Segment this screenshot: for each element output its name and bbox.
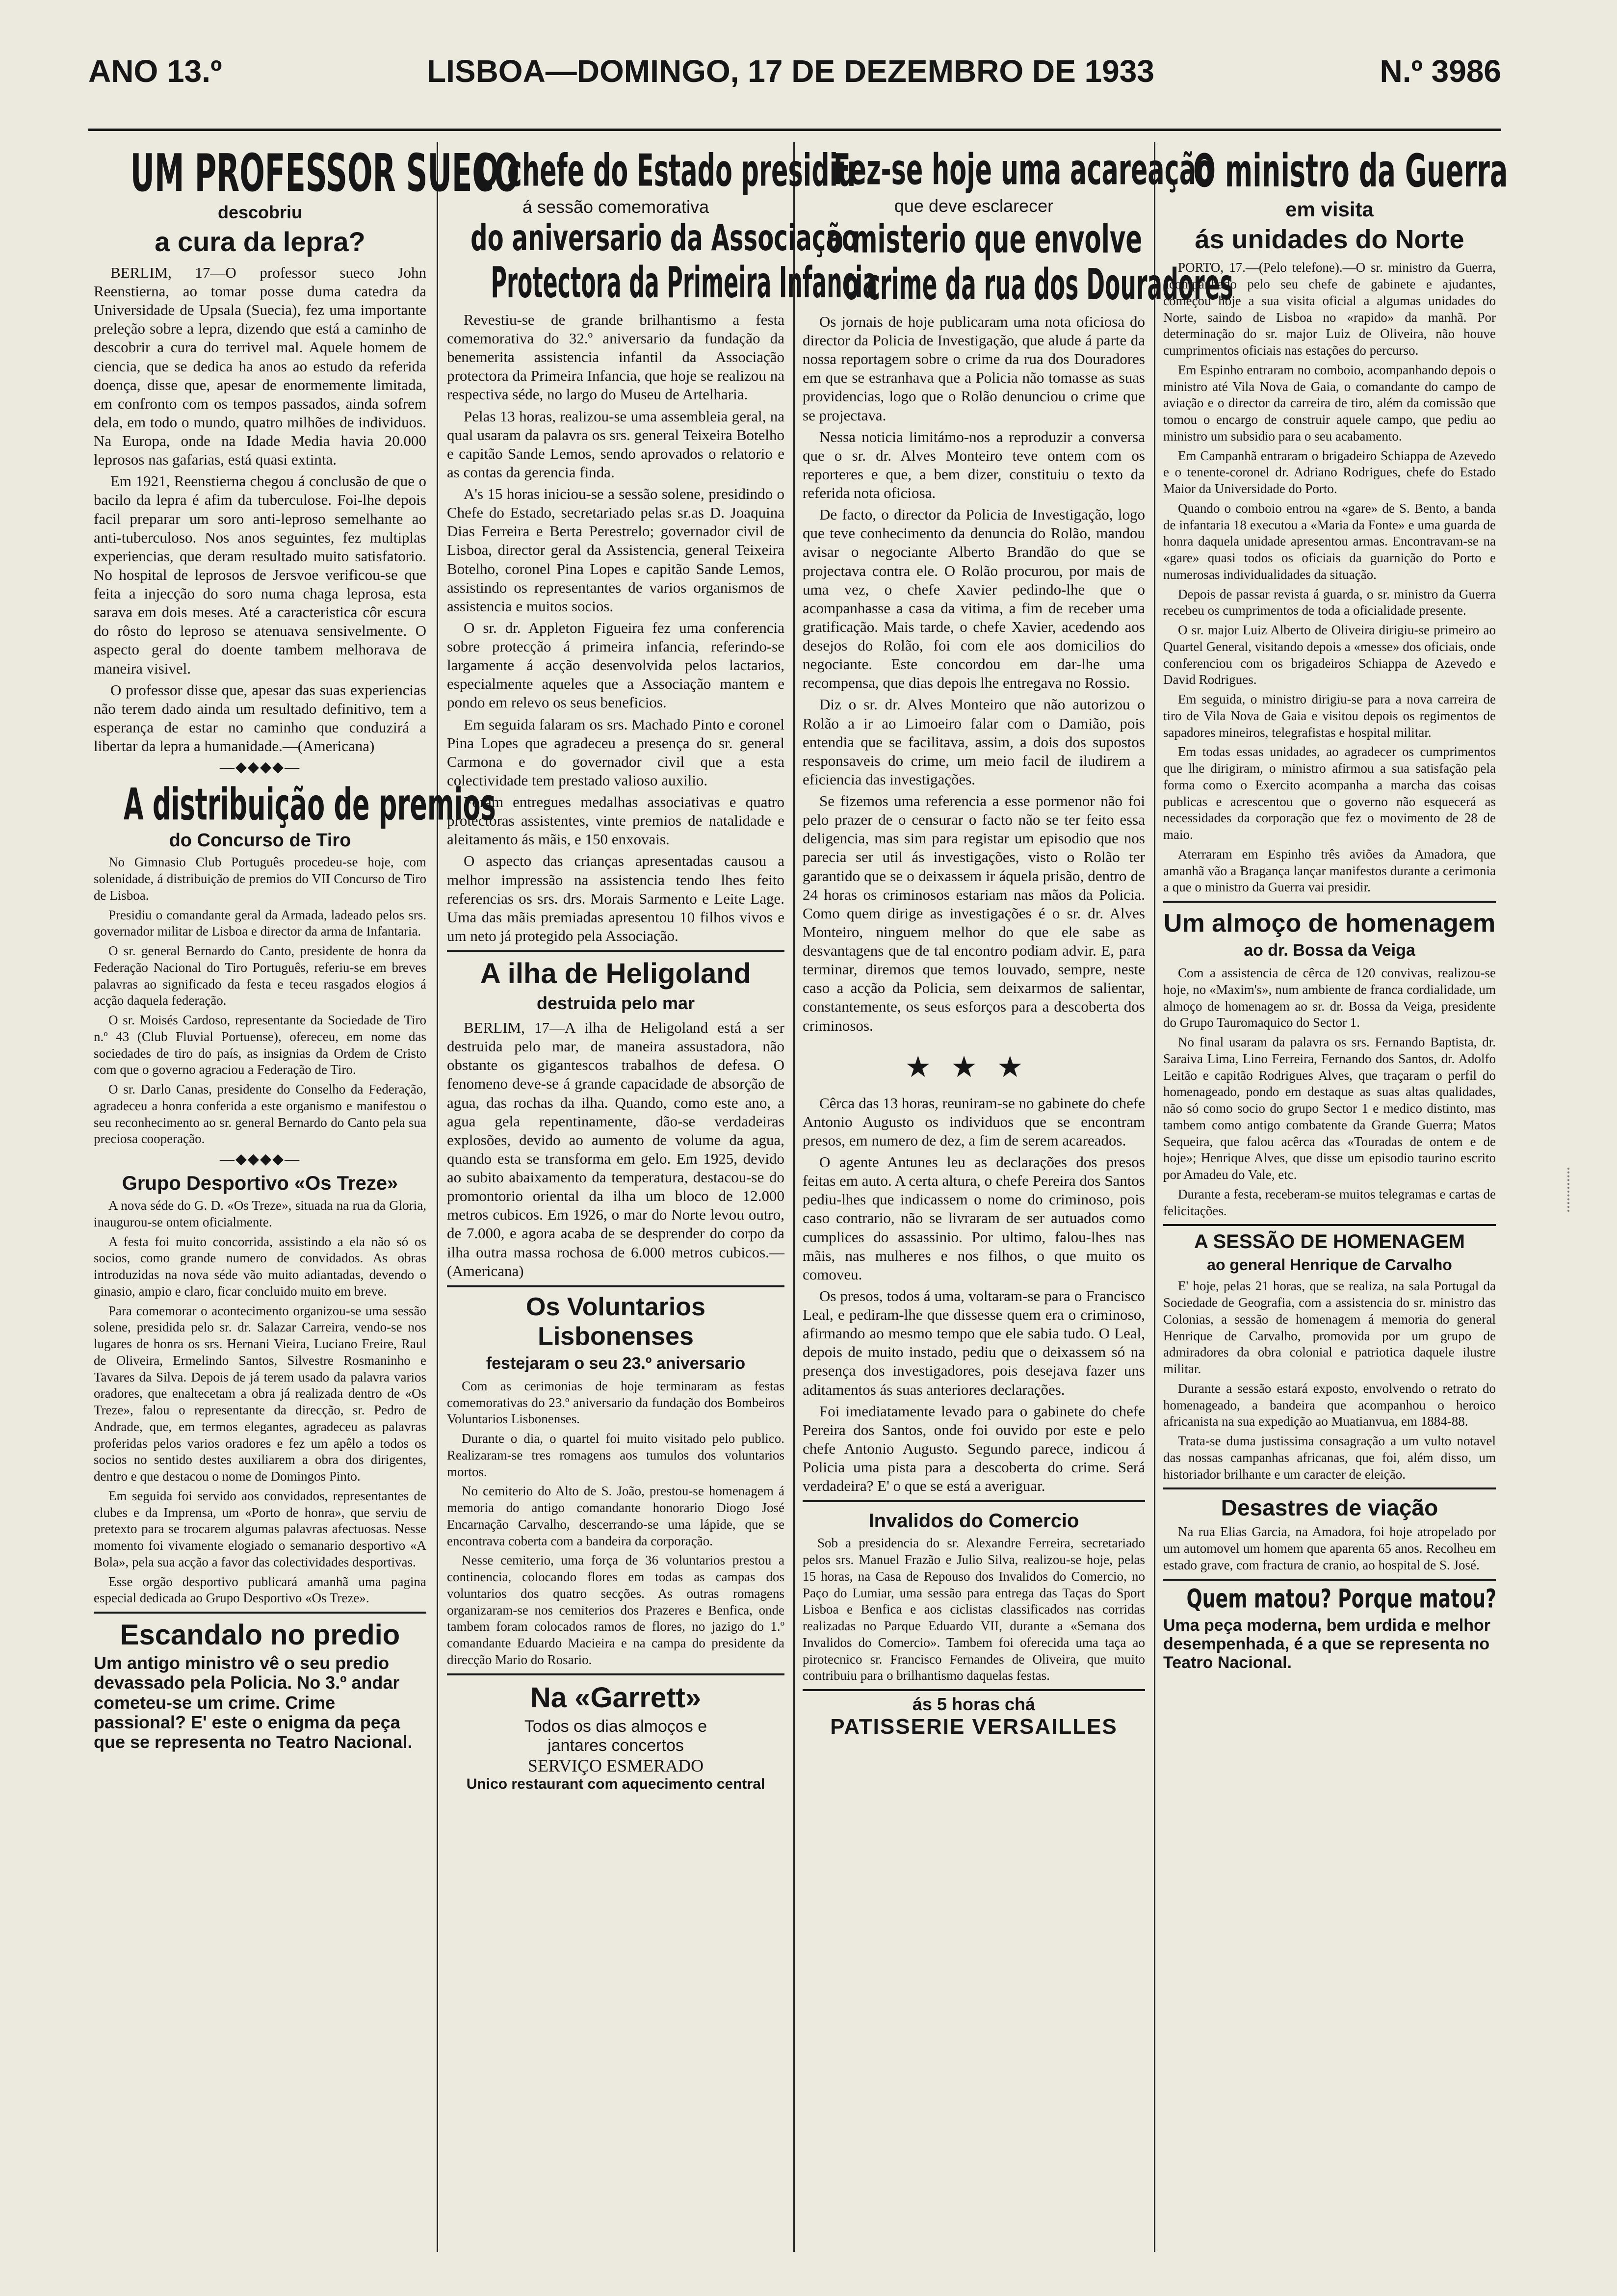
article-paragraph: Foi imediatamente levado para o gabinete do chefe Pereira dos Santos, onde foi ouvido por este e pelo chefe Antonio Augusto. Segundo parece, indicou á Policia uma pista para a descoberta do crime. Será verdadeira? E' o que se está a averiguar. xyxy=(803,1402,1145,1495)
article-paragraph: Para comemorar o acontecimento organizou-se uma sessão solene, presidida pelo sr. dr. Salazar Carreira, vendo-se nos lugares de honra os srs. Hernani Vieira, Luciano Freire, Raul de Oliveira, Ermelindo Santos, Silvestre Rosmaninho e Tavares da Silva. Depois de já terem usado da palavra varios oradores, que enaltecetam a obra já realizada dentro de «Os Treze», falou o representante da direcção, sr. Pedro de Andrade, que, em termos elegantes, agradeceu as palavras proferidas pelos varios oradores e fez um apêlo a todos os socios no sentido destes auxiliarem a obra dos dirigentes, dentro e que destacou o nome de Domingos Pinto. xyxy=(94,1303,426,1484)
subhead-descobriu: descobriu xyxy=(217,202,303,222)
headline-desastres-viacao: Desastres de viação xyxy=(1221,1495,1438,1521)
article-paragraph: Diz o sr. dr. Alves Monteiro que não autorizou o Rolão a ir ao Limoeiro falar com o Damião, pois entendia que se facilitava, assim, a dois dos supostos responsaveis do crime, um meio facil de iludirem a eficiencia das investigações. xyxy=(803,696,1145,788)
column-divider xyxy=(437,142,438,2252)
headline-invalidos-comercio: Invalidos do Comercio xyxy=(868,1510,1079,1532)
subhead-destruida-mar: destruida pelo mar xyxy=(536,993,695,1014)
ad-na-garrett xyxy=(447,1673,784,1793)
column-divider xyxy=(793,142,795,2252)
article-sessao-homenagem xyxy=(1163,1224,1496,1483)
ad-garrett-title: Na «Garrett» xyxy=(530,1681,702,1714)
column-1 xyxy=(91,144,520,2247)
article-paragraph: Em Campanhã entraram o brigadeiro Schiappa de Azevedo e o tenente-coronel dr. Adriano Rodrigues, chefe do Estado Maior da Universidade do Porto. xyxy=(1163,448,1496,496)
headline-protectora-infancia: Protectora da Primeira Infancia xyxy=(491,258,878,308)
article-paragraph: Nessa noticia limitámo-nos a reproduzir a conversa que o sr. dr. Alves Monteiro teve ontem com os reporteres e que, a bem dizer, constituiu o texto da referida nota oficiosa. xyxy=(803,428,1145,502)
subhead-concurso-tiro: do Concurso de Tiro xyxy=(169,830,351,851)
article-paragraph: A's 15 horas iniciou-se a sessão solene, presidindo o Chefe do Estado, secretariado pelas sr.as D. Joaquina Dias Ferreira e Berta Perestrelo; governador civil de Lisboa, director geral da Assistencia, general Teixeira Botelho, coronel Pina Lopes e capitão Sande Lemos, assistindo os representantes de varios organismos de assistencia e muitos socios. xyxy=(447,485,784,615)
ad-quem-matou-title: Quem matou? Porque matou? xyxy=(1186,1583,1497,1614)
ad-quem-matou xyxy=(1163,1579,1496,1672)
star-separator: ★★★ xyxy=(905,1050,1043,1083)
article-paragraph: O sr. major Luiz Alberto de Oliveira dirigiu-se primeiro ao Quartel General, visitando depois a «messe» dos oficiais, onde conferenciou com os brigadeiros Schiappa de Azevedo e David Rodrigues. xyxy=(1163,623,1496,687)
ad-patisserie-line: ás 5 horas chá xyxy=(912,1694,1036,1715)
article-paragraph: O agente Antunes leu as declarações dos presos feitas em auto. A certa altura, o chefe Pereira dos Santos pediu-lhes que indicassem o nome do criminoso, pois caso contrario, não se livraram de ser autuados como cumplices do assassinio. Por ultimo, falou-lhes nas mãis, nas mulheres e nos filhos, o que muito os comoveu. xyxy=(803,1153,1145,1283)
article-paragraph: PORTO, 17.—(Pelo telefone).—O sr. ministro da Guerra, acompanhado pelo seu chefe de gabinete e ajudantes, começou hoje a sua visita oficial a algumas unidades do Norte, saindo de Lisboa no «rapido» da manhã. Por determinação do sr. major Luiz de Oliveira, não houve cumprimentos oficiais nas estações do percurso. xyxy=(1163,260,1496,358)
subhead-henrique-carvalho: ao general Henrique de Carvalho xyxy=(1207,1256,1452,1274)
masthead xyxy=(88,53,1501,98)
headline-aniversario-associacao: do aniversario da Associação xyxy=(470,217,858,260)
article-paragraph: O sr. general Bernardo do Canto, presidente de honra da Federação Nacional do Tiro Português, referiu-se em breves palavras ao significado da festa e teceu rasgados elogios á acção daquela federação. xyxy=(94,943,426,1008)
column-3 xyxy=(800,144,1233,2247)
article-paragraph: Foram entregues medalhas associativas e quatro protectoras assistentes, vinte premios de natalidade e aleitamento ás mãis, e 150 enxovais. xyxy=(447,793,784,848)
article-paragraph: A nova séde do G. D. «Os Treze», situada na rua da Gloria, inaugurou-se ontem oficialmente. xyxy=(94,1198,426,1229)
article-heligoland xyxy=(447,950,784,1280)
headline-crime-douradores: o crime da rua dos Douradores xyxy=(843,260,1233,310)
article-paragraph: No cemiterio do Alto de S. João, prestou-se homenagem á memoria do antigo comandante honorario Diogo José Encarnação Carvalho, descerrando-se uma lápide, que se encontrava coberta com a bandeira da corporação. xyxy=(447,1484,784,1548)
article-paragraph: Os presos, todos á uma, voltaram-se para o Francisco Leal, e pediram-lhe que dissesse quem era o criminoso, afirmando ao mesmo tempo que ele sabia tudo. O Leal, depois de muito instado, pediu que o deixassem só na presença dos investigadores, pois desejava fazer uns aditamentos ás suas anteriores declarações. xyxy=(803,1287,1145,1398)
masthead-dateline: LISBOA—DOMINGO, 17 DE DEZEMBRO DE 1933 xyxy=(427,53,1154,89)
ad-garrett-line: Unico restaurant com aquecimento central xyxy=(466,1775,765,1792)
subhead-sessao-comemorativa: á sessão comemorativa xyxy=(522,197,709,217)
article-paragraph: Cêrca das 13 horas, reuniram-se no gabinete do chefe Antonio Augusto os individuos que se encontram presos, em numero de dez, a fim de serem acareados. xyxy=(803,1094,1145,1149)
article-paragraph: BERLIM, 17—A ilha de Heligoland está a ser destruida pelo mar, de maneira assustadora, não obstante os gigantescos trabalhos de defesa. O fenomeno deve-se á grande capacidade de absorção de agua, das rochas da ilha. Quando, como este ano, a agua gela repentinamente, dão-se verdadeiras explosões, devido ao aumento de volume da agua, quando esta se transforma em gelo. Em 1925, devido ao subito abaixamento da temperatura, destacou-se do promontorio oriental da ilha um bloco de 12.000 metros cubicos. Em 1926, o mar do Norte levou outro, de 7.000, e agora acaba de se desprender do corpo da ilha outra massa rochosa de 6.000 metros cubicos.—(Americana) xyxy=(447,1019,784,1279)
headline-distribuicao-premios: A distribuição de premios xyxy=(124,780,496,831)
ornament-separator: —◆◆◆◆— xyxy=(219,759,301,776)
article-paragraph: Na rua Elias Garcia, na Amadora, foi hoje atropelado por um automovel um homem que aparenta 65 anos. Recolheu em estado grave, com fractura de cranio, ao hospital de S. José. xyxy=(1163,1524,1496,1572)
column-2 xyxy=(444,144,878,2247)
article-paragraph: Sob a presidencia do sr. Alexandre Ferreira, secretariado pelos srs. Manuel Frazão e Julio Silva, realizou-se hoje, pelas 15 horas, na Casa de Repouso dos Invalidos do Comercio, no Paço do Lumiar, uma sessão para entrega das Taças do Sport Lisboa e Benfica e aos ciclistas classificados nas corridas realizadas no Parque Eduardo VII, durante a «Semana dos Invalidos do Comercio». Tambem foi oferecida uma taça ao pirotecnico sr. Francisco Fernandes de Oliveira, que muito contribuiu para o brilhantismo daquelas festas. xyxy=(803,1536,1145,1683)
article-paragraph: Aterraram em Espinho três aviões da Amadora, que amanhã vão a Bragança lançar manifestos durante a cerimonia a que o ministro da Guerra vai presidir. xyxy=(1163,846,1496,895)
subhead-bossa-veiga: ao dr. Bossa da Veiga xyxy=(1244,941,1415,960)
article-paragraph: O aspecto das crianças apresentadas causou a melhor impressão na assistencia tendo lhes feito referencias os srs. drs. Morais Sarmento e Leite Lage. Uma das mãis premiadas apresentou 10 filhos vivos e um neto já protegido pela Associação. xyxy=(447,852,784,944)
headline-professor-sueco: UM PROFESSOR SUECO xyxy=(130,144,520,204)
article-paragraph: O sr. Darlo Canas, presidente do Conselho da Federação, agradeceu a honra conferida a este organismo e manifestou o seu reconhecimento ao sr. general Bernardo do Canto pela sua preciosa cooperação. xyxy=(94,1082,426,1147)
headline-chefe-estado: O chefe do Estado presidiu xyxy=(477,144,856,197)
column-4 xyxy=(1160,144,1508,2247)
subhead-cura-lepra: a cura da lepra? xyxy=(155,226,365,257)
article-paragraph: O professor disse que, apesar das suas experiencias não terem dado ainda um resultado definitivo, tem a esperança de estar no caminho que conduzirá a libertar da lepra a humanidade.—(Americana) xyxy=(94,681,426,755)
article-paragraph: Durante o dia, o quartel foi muito visitado pelo publico. Realizaram-se tres romagens aos tumulos dos voluntarios mortos. xyxy=(447,1431,784,1479)
article-paragraph: No Gimnasio Club Português procedeu-se hoje, com solenidade, á distribuição de premios do VII Concurso de Tiro de Lisboa. xyxy=(94,855,426,903)
ad-escandalo-text: Um antigo ministro vê o seu predio devassado pela Policia. No 3.º andar cometeu-se um crime. Crime passional? E' este o enigma da peça que se representa no Teatro Nacional. xyxy=(94,1653,413,1752)
article-paragraph: Quando o comboio entrou na «gare» de S. Bento, a banda de infantaria 18 executou a «Maria da Fonte» e uma guarda de honra daquela unidade apresentou armas. Encontravam-se na «gare» quasi todos os oficiais da guarnição do Porto e numerosas individualidades da situação. xyxy=(1163,500,1496,582)
article-paragraph: No final usaram da palavra os srs. Fernando Baptista, dr. Saraiva Lima, Lino Ferreira, Fernando dos Santos, dr. Adolfo Leitão e capitão Rodrigues Alves, que traçaram o perfil do homenageado, pondo em destaque as suas altas qualidades, não só como socio do grupo Sector 1 e medico distinto, mas tambem como antigo combatente da Grande Guerra; Matos Sequeira, que falou acêrca das «Touradas de ontem e de hoje»; Henrique Alves, que disse um episodio taurino escrito por Amadeu do Vale, etc. xyxy=(1163,1035,1496,1182)
column-divider xyxy=(1154,142,1155,2252)
article-paragraph: Os jornais de hoje publicaram uma nota oficiosa do director da Policia de Investigação, que alude á parte da nossa reportagem sobre o crime da rua dos Douradores em que se estranhava que a Policia não tomasse as suas providencias, logo que o Rolão denunciou o crime que se projectava. xyxy=(803,313,1145,424)
masthead-year: ANO 13.º xyxy=(88,53,222,89)
margin-mark xyxy=(1567,1168,1577,1212)
article-paragraph: Se fizemos uma referencia a esse pormenor não foi pelo prazer de o censurar o facto não se ter feito essa deligencia, mas sim para registar um episodio que nos parecia ser util ás investigações, visto o Rolão ter garantido que se o deixassem ir áquela prisão, dentro de 24 horas os criminosos estariam nas mãos da Policia. Como quem dirige as investigações é o sr. dr. Alves Monteiro, ninguem melhor do que ele sabe as desvantagens que de tal encontro podiam advir. E, para terminar, diremos que temos louvado, sempre, neste caso a acção da Policia, sem deixarmos de salientar, constantemente, os seus esforços para a descoberta dos criminosos. xyxy=(803,792,1145,1034)
ornament-separator: —◆◆◆◆— xyxy=(219,1151,301,1168)
article-paragraph: Em seguida falaram os srs. Machado Pinto e coronel Pina Lopes que agradeceu a presença do sr. general Carmona e do governador civil que a esta colectividade tem prestado valioso auxilio. xyxy=(447,715,784,789)
masthead-number: N.º 3986 xyxy=(1380,53,1501,89)
article-invalidos xyxy=(803,1500,1145,1684)
article-voluntarios xyxy=(447,1285,784,1669)
article-paragraph: Com a assistencia de cêrca de 120 convivas, realizou-se hoje, no «Maxim's», num ambiente de franca cordialidade, um almoço de homenagem ao sr. dr. Bossa da Veiga, presidente do Grupo Tauromaquico do Sector 1. xyxy=(1163,965,1496,1030)
article-paragraph: Presidiu o comandante geral da Armada, ladeado pelos srs. governador militar de Lisboa e director da arma de Infantaria. xyxy=(94,907,426,939)
ad-escandalo-title: Escandalo no predio xyxy=(120,1619,400,1651)
headline-misterio: o misterio que envolve xyxy=(826,216,1143,262)
article-paragraph: Em 1921, Reenstierna chegou á conclusão de que o bacilo da lepra é afim da tuberculose. Foi-lhe depois facil preparar um soro anti-leproso semelhante ao anti-tuberculoso. Nos anos seguintes, fez multiplas experiencias, que deram resultado muito satisfatorio. No hospital de leprosos de Jersvoe verificou-se que feita a injecção do soro numa chaga leprosa, esta sarava em dois meses. Até a caracteristica côr escura do rôsto do leproso se atenuava sensivelmente. O aspecto geral do doente tambem melhorava de maneira visivel. xyxy=(94,472,426,677)
article-paragraph: O sr. dr. Appleton Figueira fez uma conferencia sobre protecção á primeira infancia, referindo-se largamente á acção desenvolvida pelos lactarios, especialmente aqueles que a Associação mantem e pondo em relevo os seus beneficios. xyxy=(447,619,784,711)
article-paragraph: Durante a festa, receberam-se muitos telegramas e cartas de felicitações. xyxy=(1163,1186,1496,1218)
headline-almoco-homenagem: Um almoço de homenagem xyxy=(1163,909,1496,938)
article-paragraph: BERLIM, 17—O professor sueco John Reenstierna, ao tomar posse duma catedra da Universidade de Upsala (Suecia), fez uma importante preleção sobre a lepra, dizendo que está a caminho de descobrir a cura do terrivel mal. Aquele homem de ciencia, que se dedica ha anos ao estudo da referida doença, disse que, apesar de enormemente limitada, em confronto com os tempos passados, ainda sofrem dela, em todo o mundo, quatro milhões de individuos. Na Europa, onde na Idade Media havia 20.000 leprosos nas gafarias, está quasi extinta. xyxy=(94,263,426,469)
headline-unidades-norte: ás unidades do Norte xyxy=(1195,225,1464,255)
article-paragraph: De facto, o director da Policia de Investigação, logo que teve conhecimento da denuncia do Rolão, mandou avisar o negociante Alberto Brandão do que se projectava contra ele. O Rolão procurou, por mais de uma vez, o chefe Xavier pedindo-lhe que o acompanhasse a casa da vitima, a fim de receber uma gratificação. Mais tarde, o chefe Xavier, acedendo aos desejos do Rolão, foi com ele aos domicilios do negociante. Este concordou em dar-lhe uma recompensa, que dias depois lhe entregava no Rossio. xyxy=(803,506,1145,692)
article-desastres xyxy=(1163,1487,1496,1573)
article-paragraph: Trata-se duma justissima consagração a um vulto notavel das nossas campanhas africanas, que foi, além disso, um historiador brilhante e um caracter de eleição. xyxy=(1163,1434,1496,1482)
article-paragraph: E' hoje, pelas 21 horas, que se realiza, na sala Portugal da Sociedade de Geografia, com a assistencia do sr. ministro das Colonias, a sessão de homenagem á memoria do general Henrique de Carvalho, promovida por um grupo de admiradores da obra colonial e patriotica daquele ilustre militar. xyxy=(1163,1278,1496,1377)
ad-quem-matou-text: Uma peça moderna, bem urdida e melhor desempenhada, é a que se representa no Teatro Nacional. xyxy=(1163,1616,1490,1672)
ad-patisserie-name: PATISSERIE VERSAILLES xyxy=(830,1715,1118,1739)
headline-heligoland: A ilha de Heligoland xyxy=(480,958,752,990)
headline-sessao-homenagem: A SESSÃO DE HOMENAGEM xyxy=(1194,1231,1465,1253)
ad-garrett-line: SERVIÇO ESMERADO xyxy=(527,1755,704,1775)
ad-escandalo xyxy=(94,1612,426,1752)
ad-garrett-line: jantares concertos xyxy=(548,1736,684,1755)
article-paragraph: Nesse cemiterio, uma força de 36 voluntarios prestou a continencia, colocando flores em todas as campas dos voluntarios dos quatro secções. As outras romagens organizaram-se nos cemiterios dos Prazeres e Benfica, onde tambem foram colocados ramos de flores, no jazigo do 1.º comandante Eduardo Macieira e na campa do presidente da direcção Mario do Rosario. xyxy=(447,1553,784,1667)
article-paragraph: Durante a sessão estará exposto, envolvendo o retrato do homenageado, a bandeira que acompanhou o heroico africanista na sua expedição ao Muatianvua, em 1884-88. xyxy=(1163,1381,1496,1429)
article-paragraph: Em todas essas unidades, ao agradecer os cumprimentos que lhe dirigiram, o ministro afirmou a sua satisfação pela forma como o Exercito acompanha a marcha das coisas publicas e acrescentou que o governo não esquecerá as necessidades da corporação que fez o movimento de 28 de maio. xyxy=(1163,744,1496,842)
ad-garrett-line: Todos os dias almoços e xyxy=(524,1717,707,1736)
subhead-23-aniversario: festejaram o seu 23.º aniversario xyxy=(486,1354,746,1373)
ad-patisserie xyxy=(803,1689,1145,1739)
article-paragraph: Esse orgão desportivo publicará amanhã uma pagina especial dedicada ao Grupo Desportivo «Os Treze». xyxy=(94,1574,426,1606)
headline-ministro-guerra: O ministro da Guerra xyxy=(1193,144,1508,198)
article-paragraph: A festa foi muito concorrida, assistindo a ela não só os socios, como grande numero de convidados. As obras introduzidas na nova séde vão muito adiantadas, devendo o ginasio, ampio e claro, ficar concluido muito em breve. xyxy=(94,1234,426,1299)
headline-voluntarios-lisbonenses: Os Voluntarios Lisbonenses xyxy=(526,1292,705,1351)
article-paragraph: O sr. Moisés Cardoso, representante da Sociedade de Tiro n.º 43 (Club Fluvial Portuense), ofereceu, em nome das sociedades de tiro do país, as insignias da Ordem de Cristo com que o governo agraciou a Federação de Tiro. xyxy=(94,1013,426,1077)
masthead-rule xyxy=(88,129,1501,131)
article-paragraph: Depois de passar revista á guarda, o sr. ministro da Guerra recebeu os cumprimentos de toda a oficialidade presente. xyxy=(1163,586,1496,618)
article-paragraph: Revestiu-se de grande brilhantismo a festa comemorativa do 32.º aniversario da fundação da benemerita assistencia infantil da Associação protectora da Primeira Infancia, que hoje se realizou na respectiva séde, no largo do Museu de Artelharia. xyxy=(447,311,784,403)
article-paragraph: Em seguida, o ministro dirigiu-se para a nova carreira de tiro de Vila Nova de Gaia e visitou depois os regimentos de sapadores mineiros, telegrafistas e hospital militar. xyxy=(1163,692,1496,740)
subhead-deve-esclarecer: que deve esclarecer xyxy=(894,196,1054,216)
headline-os-treze: Grupo Desportivo «Os Treze» xyxy=(122,1173,398,1195)
headline-acareacao: Fez-se hoje uma acareação xyxy=(833,144,1213,195)
subhead-em-visita: em visita xyxy=(1285,198,1374,221)
article-paragraph: Em Espinho entraram no comboio, acompanhando depois o ministro até Vila Nova de Gaia, o comandante do campo de aviação e o director da carreira de tiro, além da comissão que tomou o encargo de construir aquele campo, que pediu ao ministro um subsidio para o seu acabamento. xyxy=(1163,362,1496,444)
article-paragraph: Pelas 13 horas, realizou-se uma assembleia geral, na qual usaram da palavra os srs. general Teixeira Botelho e capitão Sande Lemos, sendo aprovados o relatorio e as contas da gerencia finda. xyxy=(447,407,784,481)
article-paragraph: Com as cerimonias de hoje terminaram as festas comemorativas do 23.º aniversario da fundação dos Bombeiros Voluntarios Lisbonenses. xyxy=(447,1378,784,1427)
article-paragraph: Em seguida foi servido aos convidados, representantes de clubes e da Imprensa, um «Porto de honra», que serviu de pretexto para se trocarem algumas palavras afectuosas. Nesse momento foi vivamente elogiado o semanario desportivo «A Bola», pela sua acção a favor das colectividades desportivas. xyxy=(94,1488,426,1569)
article-almoco xyxy=(1163,901,1496,1219)
